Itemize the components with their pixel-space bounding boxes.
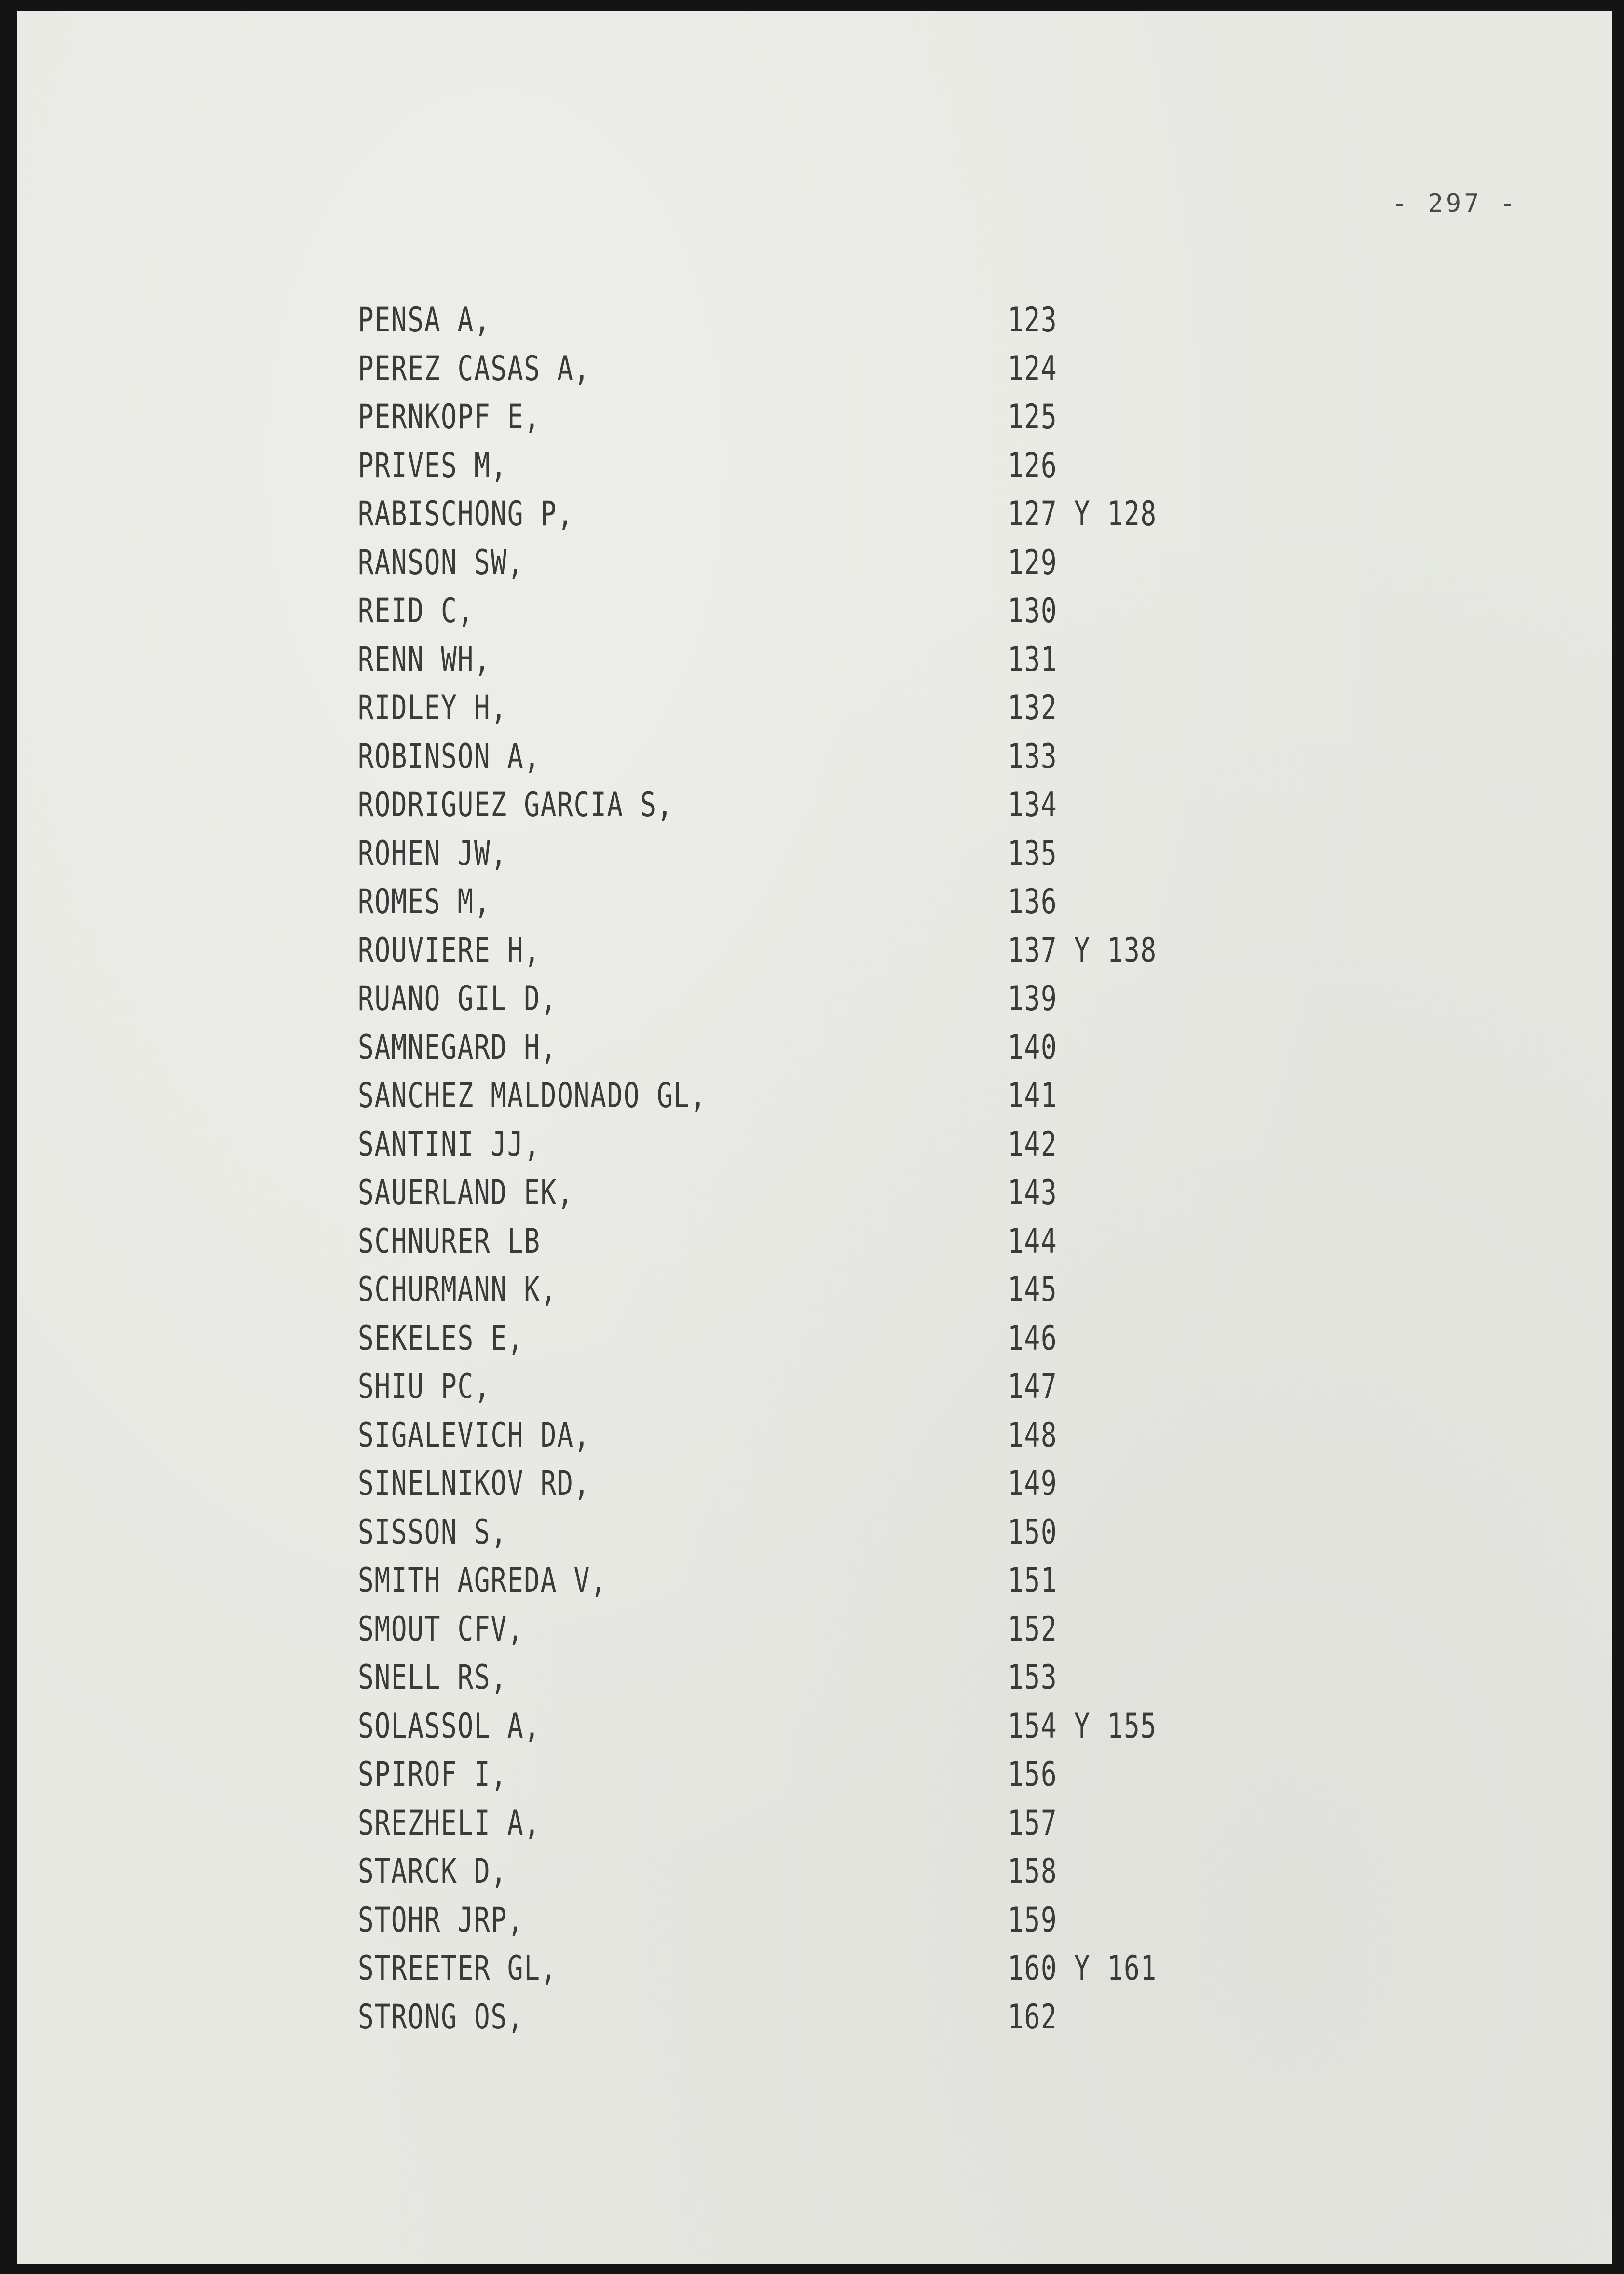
author-name: SANCHEZ MALDONADO GL, xyxy=(357,1076,707,1115)
reference-number: 151 xyxy=(1007,1561,1058,1600)
author-name: SEKELES E, xyxy=(357,1318,524,1358)
index-entry xyxy=(17,1851,1261,1900)
index-entry xyxy=(17,1076,1261,1124)
reference-number: 132 xyxy=(1007,688,1058,727)
author-name: SCHURMANN K, xyxy=(357,1270,558,1309)
index-entry xyxy=(17,1124,1261,1173)
author-name: STOHR JRP, xyxy=(357,1900,524,1940)
reference-number: 149 xyxy=(1007,1464,1058,1503)
index-entry xyxy=(17,1948,1261,1997)
page-number: - 297 - xyxy=(1392,189,1518,218)
reference-number: 136 xyxy=(1007,882,1058,921)
reference-number: 146 xyxy=(1007,1318,1058,1358)
author-name: RUANO GIL D, xyxy=(357,979,558,1018)
index-entry xyxy=(17,1658,1261,1706)
index-entry xyxy=(17,1803,1261,1852)
author-name: SISSON S, xyxy=(357,1512,507,1552)
reference-number: 125 xyxy=(1007,397,1058,437)
reference-number: 154 Y 155 xyxy=(1007,1706,1157,1746)
reference-number: 145 xyxy=(1007,1270,1058,1309)
reference-number: 133 xyxy=(1007,736,1058,776)
reference-number: 152 xyxy=(1007,1609,1058,1649)
reference-number: 144 xyxy=(1007,1221,1058,1261)
author-name: ROMES M, xyxy=(357,882,491,921)
reference-number: 153 xyxy=(1007,1658,1058,1697)
index-entry xyxy=(17,737,1261,785)
author-name: SMOUT CFV, xyxy=(357,1609,524,1649)
index-entry xyxy=(17,882,1261,931)
author-name: ROHEN JW, xyxy=(357,833,507,873)
author-name: SMITH AGREDA V, xyxy=(357,1561,607,1600)
author-name: ROUVIERE H, xyxy=(357,930,541,970)
index-entry xyxy=(17,446,1261,494)
index-entry xyxy=(17,1512,1261,1561)
index-entry xyxy=(17,785,1261,834)
index-entry xyxy=(17,1706,1261,1755)
index-entry xyxy=(17,349,1261,397)
reference-number: 137 Y 138 xyxy=(1007,930,1157,970)
reference-number: 159 xyxy=(1007,1900,1058,1940)
author-name: PENSA A, xyxy=(357,300,491,340)
reference-number: 147 xyxy=(1007,1367,1058,1406)
reference-number: 162 xyxy=(1007,1997,1058,2037)
reference-number: 157 xyxy=(1007,1803,1058,1843)
author-name: SINELNIKOV RD, xyxy=(357,1464,590,1503)
author-name: RENN WH, xyxy=(357,639,491,679)
index-entry xyxy=(17,1754,1261,1803)
index-entry xyxy=(17,1270,1261,1318)
index-entry xyxy=(17,1173,1261,1221)
author-name: REID C, xyxy=(357,591,474,630)
reference-number: 135 xyxy=(1007,833,1058,873)
reference-number: 126 xyxy=(1007,445,1058,485)
index-entry xyxy=(17,1900,1261,1949)
author-name: SHIU PC, xyxy=(357,1367,491,1406)
author-name: ROBINSON A, xyxy=(357,736,541,776)
author-name: PEREZ CASAS A, xyxy=(357,348,590,388)
index-entry xyxy=(17,300,1261,349)
reference-number: 148 xyxy=(1007,1415,1058,1455)
reference-number: 140 xyxy=(1007,1027,1058,1067)
author-name: RIDLEY H, xyxy=(357,688,507,727)
author-name: STREETER GL, xyxy=(357,1948,558,1988)
reference-number: 150 xyxy=(1007,1512,1058,1552)
index-entry xyxy=(17,494,1261,543)
reference-number: 129 xyxy=(1007,542,1058,582)
author-name: SPIROF I, xyxy=(357,1754,507,1794)
reference-number: 134 xyxy=(1007,785,1058,824)
index-entry xyxy=(17,688,1261,737)
reference-number: 130 xyxy=(1007,591,1058,630)
index-entry xyxy=(17,397,1261,446)
index-entry xyxy=(17,591,1261,640)
reference-number: 143 xyxy=(1007,1173,1058,1212)
author-name: SNELL RS, xyxy=(357,1658,507,1697)
reference-number: 127 Y 128 xyxy=(1007,494,1157,534)
reference-number: 156 xyxy=(1007,1754,1058,1794)
index-entry xyxy=(17,979,1261,1027)
index-entry xyxy=(17,1367,1261,1415)
author-name: STRONG OS, xyxy=(357,1997,524,2037)
author-name: STARCK D, xyxy=(357,1851,507,1891)
index-entry xyxy=(17,543,1261,591)
reference-number: 158 xyxy=(1007,1851,1058,1891)
reference-number: 141 xyxy=(1007,1076,1058,1115)
reference-number: 142 xyxy=(1007,1124,1058,1164)
index-entry xyxy=(17,1609,1261,1658)
author-name: SOLASSOL A, xyxy=(357,1706,541,1746)
paper-sheet xyxy=(17,11,1612,2264)
index-entry xyxy=(17,931,1261,979)
index-entry xyxy=(17,1027,1261,1076)
author-name: SREZHELI A, xyxy=(357,1803,541,1843)
index-entry xyxy=(17,1221,1261,1270)
index-entry xyxy=(17,640,1261,688)
reference-number: 131 xyxy=(1007,639,1058,679)
reference-number: 139 xyxy=(1007,979,1058,1018)
author-name: SAMNEGARD H, xyxy=(357,1027,558,1067)
index-entry xyxy=(17,1464,1261,1512)
author-index-list xyxy=(17,300,1612,2045)
reference-number: 123 xyxy=(1007,300,1058,340)
author-name: SIGALEVICH DA, xyxy=(357,1415,590,1455)
reference-number: 124 xyxy=(1007,348,1058,388)
author-name: RODRIGUEZ GARCIA S, xyxy=(357,785,674,824)
index-entry xyxy=(17,1318,1261,1367)
author-name: RABISCHONG P, xyxy=(357,494,574,534)
reference-number: 160 Y 161 xyxy=(1007,1948,1157,1988)
author-name: RANSON SW, xyxy=(357,542,524,582)
author-name: SCHNURER LB xyxy=(357,1221,541,1261)
index-entry xyxy=(17,834,1261,882)
index-entry xyxy=(17,1997,1261,2046)
index-entry xyxy=(17,1561,1261,1609)
author-name: PERNKOPF E, xyxy=(357,397,541,437)
author-name: SANTINI JJ, xyxy=(357,1124,541,1164)
index-entry xyxy=(17,1415,1261,1464)
author-name: PRIVES M, xyxy=(357,445,507,485)
author-name: SAUERLAND EK, xyxy=(357,1173,574,1212)
